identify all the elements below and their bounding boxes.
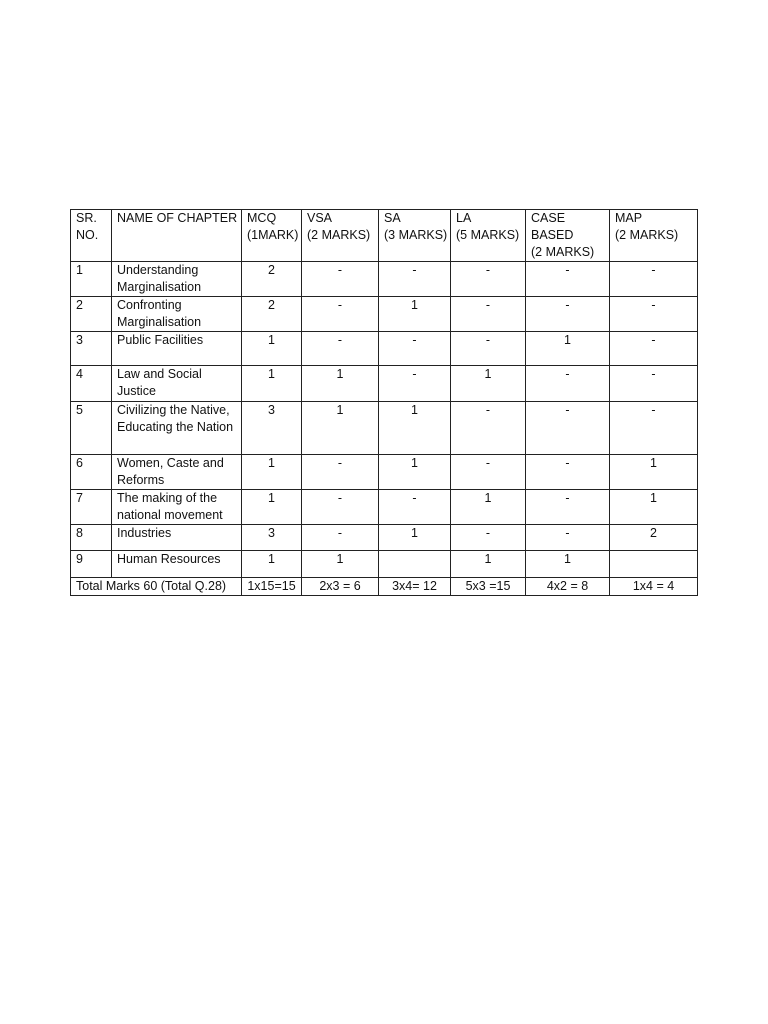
mcq-cell: 2 xyxy=(242,297,302,332)
case-cell: - xyxy=(526,455,610,490)
table-row xyxy=(71,525,698,551)
vsa-cell: - xyxy=(302,455,379,490)
header-sr-no: SR. NO. xyxy=(71,210,112,262)
total-case-based: 4x2 = 8 xyxy=(526,578,610,596)
chapter-cell: Law and Social Justice xyxy=(112,366,242,402)
table-row xyxy=(71,490,698,525)
map-cell: - xyxy=(610,297,698,332)
table-row xyxy=(71,262,698,297)
total-mcq: 1x15=15 xyxy=(242,578,302,596)
sa-cell: 1 xyxy=(379,297,451,332)
mcq-cell: 3 xyxy=(242,402,302,455)
table-row xyxy=(71,366,698,402)
sr-cell: 4 xyxy=(71,366,112,402)
header-sa: SA (3 MARKS) xyxy=(379,210,451,262)
total-sa: 3x4= 12 xyxy=(379,578,451,596)
sa-cell: - xyxy=(379,332,451,366)
sr-cell: 5 xyxy=(71,402,112,455)
total-la: 5x3 =15 xyxy=(451,578,526,596)
total-marks-label: Total Marks 60 (Total Q.28) xyxy=(71,578,242,596)
header-case-based: CASE BASED (2 MARKS) xyxy=(526,210,610,262)
table-row xyxy=(71,297,698,332)
sr-cell: 7 xyxy=(71,490,112,525)
header-la: LA (5 MARKS) xyxy=(451,210,526,262)
header-chapter: NAME OF CHAPTER xyxy=(112,210,242,262)
chapter-cell: Confronting Marginalisation xyxy=(112,297,242,332)
header-map: MAP (2 MARKS) xyxy=(610,210,698,262)
header-mcq: MCQ (1MARK) xyxy=(242,210,302,262)
map-cell: - xyxy=(610,402,698,455)
mcq-cell: 1 xyxy=(242,455,302,490)
sa-cell: 1 xyxy=(379,455,451,490)
header-vsa: VSA (2 MARKS) xyxy=(302,210,379,262)
case-cell: - xyxy=(526,262,610,297)
mcq-cell: 1 xyxy=(242,366,302,402)
la-cell: - xyxy=(451,297,526,332)
case-cell: - xyxy=(526,297,610,332)
map-cell: - xyxy=(610,366,698,402)
la-cell: 1 xyxy=(451,366,526,402)
la-cell: - xyxy=(451,262,526,297)
map-cell: 1 xyxy=(610,455,698,490)
sa-cell: 1 xyxy=(379,525,451,551)
la-cell: - xyxy=(451,332,526,366)
sr-cell: 8 xyxy=(71,525,112,551)
la-cell: 1 xyxy=(451,490,526,525)
la-cell: - xyxy=(451,525,526,551)
map-cell: 1 xyxy=(610,490,698,525)
vsa-cell: - xyxy=(302,297,379,332)
sr-cell: 3 xyxy=(71,332,112,366)
vsa-cell: - xyxy=(302,262,379,297)
case-cell: 1 xyxy=(526,332,610,366)
mcq-cell: 1 xyxy=(242,332,302,366)
marks-distribution-table xyxy=(70,209,698,596)
vsa-cell: 1 xyxy=(302,551,379,578)
case-cell: - xyxy=(526,366,610,402)
sr-cell: 9 xyxy=(71,551,112,578)
sa-cell xyxy=(379,551,451,578)
case-cell: - xyxy=(526,490,610,525)
chapter-cell: Human Resources xyxy=(112,551,242,578)
sa-cell: 1 xyxy=(379,402,451,455)
vsa-cell: 1 xyxy=(302,366,379,402)
sa-cell: - xyxy=(379,490,451,525)
total-map: 1x4 = 4 xyxy=(610,578,698,596)
table-row xyxy=(71,332,698,366)
sr-cell: 6 xyxy=(71,455,112,490)
case-cell: - xyxy=(526,402,610,455)
la-cell: - xyxy=(451,402,526,455)
mcq-cell: 3 xyxy=(242,525,302,551)
chapter-cell: Women, Caste and Reforms xyxy=(112,455,242,490)
chapter-cell: Civilizing the Native, Educating the Nation xyxy=(112,402,242,455)
case-cell: - xyxy=(526,525,610,551)
map-cell xyxy=(610,551,698,578)
sr-cell: 2 xyxy=(71,297,112,332)
table-row xyxy=(71,551,698,578)
totals-row xyxy=(71,578,698,596)
table-row xyxy=(71,455,698,490)
chapter-cell: The making of the national movement xyxy=(112,490,242,525)
map-cell: - xyxy=(610,332,698,366)
la-cell: - xyxy=(451,455,526,490)
mcq-cell: 1 xyxy=(242,551,302,578)
chapter-cell: Public Facilities xyxy=(112,332,242,366)
la-cell: 1 xyxy=(451,551,526,578)
table-row xyxy=(71,402,698,455)
map-cell: - xyxy=(610,262,698,297)
map-cell: 2 xyxy=(610,525,698,551)
vsa-cell: 1 xyxy=(302,402,379,455)
chapter-cell: Industries xyxy=(112,525,242,551)
vsa-cell: - xyxy=(302,490,379,525)
sa-cell: - xyxy=(379,366,451,402)
sr-cell: 1 xyxy=(71,262,112,297)
case-cell: 1 xyxy=(526,551,610,578)
chapter-cell: Understanding Marginalisation xyxy=(112,262,242,297)
mcq-cell: 1 xyxy=(242,490,302,525)
sa-cell: - xyxy=(379,262,451,297)
mcq-cell: 2 xyxy=(242,262,302,297)
header-row xyxy=(71,210,698,262)
vsa-cell: - xyxy=(302,332,379,366)
total-vsa: 2x3 = 6 xyxy=(302,578,379,596)
vsa-cell: - xyxy=(302,525,379,551)
